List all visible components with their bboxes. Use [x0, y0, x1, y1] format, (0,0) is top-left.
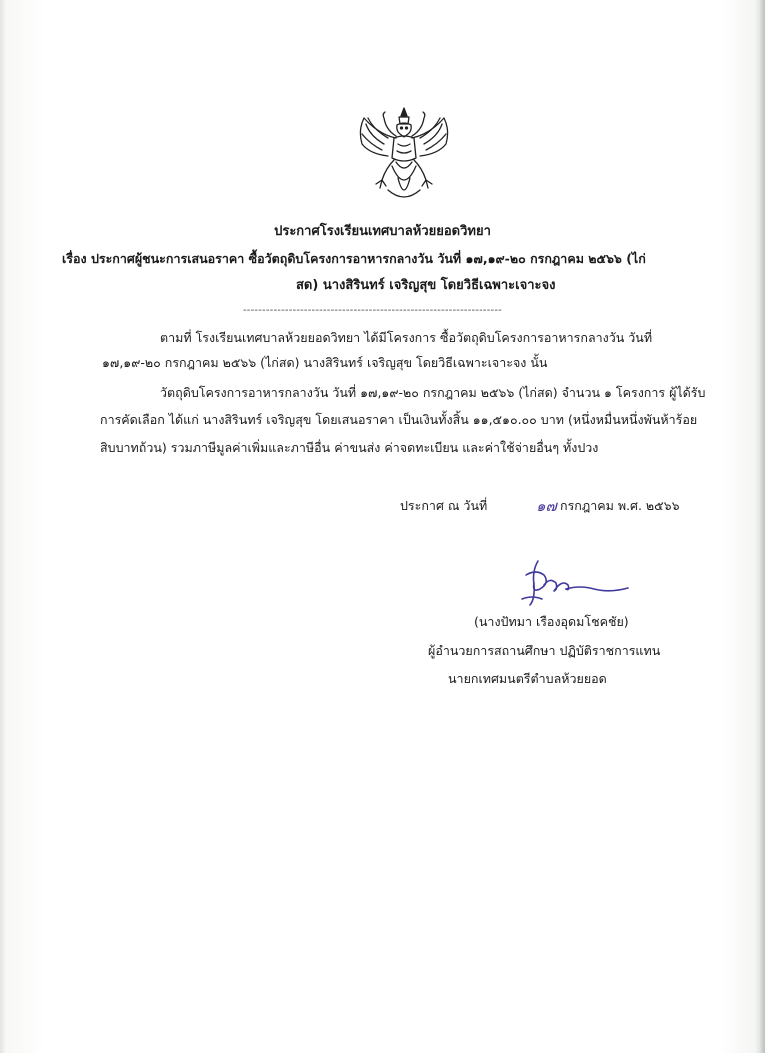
body-line: ๑๗,๑๙-๒๐ กรกฎาคม ๒๕๖๖ (ไก่สด) นางสิรินทร์ เจริญสุข โดยวิธีเฉพาะเจาะจง นั้น [102, 355, 548, 370]
announcement-subject-line1: เรื่อง ประกาศผู้ชนะการเสนอราคา ซื้อวัตถุดิบโครงการอาหารกลางวัน วันที่ ๑๗,๑๙-๒๐ กรกฎาคม ๒๕๖๖ (ไก่ [62, 251, 646, 266]
signatory-name: (นางปัทมา เรืองอุดมโชคชัย) [474, 614, 629, 629]
date-day-handwritten: ๑๗ [536, 497, 557, 515]
announcement-title: ประกาศโรงเรียนเทศบาลห้วยยอดวิทยา [274, 224, 491, 239]
body-line: การคัดเลือก ได้แก่ นางสิรินทร์ เจริญสุข โดยเสนอราคา เป็นเงินทั้งสิ้น ๑๑,๕๑๐.๐๐ บาท (หนึ่งหมื่นหนึ่งพันห้าร้อย [100, 412, 698, 427]
signatory-position: ผู้อำนวยการสถานศึกษา ปฏิบัติราชการแทน [428, 643, 661, 658]
divider: -------------------------------------------------------------------- [243, 305, 502, 316]
signature-icon [510, 555, 640, 610]
announcement-subject-line2: สด) นางสิรินทร์ เจริญสุข โดยวิธีเฉพาะเจาะจง [296, 278, 556, 293]
garuda-emblem-icon [352, 104, 456, 208]
date-prefix: ประกาศ ณ วันที่ [400, 498, 488, 513]
body-line: สิบบาทถ้วน) รวมภาษีมูลค่าเพิ่มและภาษีอื่น ค่าขนส่ง ค่าจดทะเบียน และค่าใช้จ่ายอื่นๆ ทั้งปวง [100, 440, 599, 455]
body-line: วัตถุดิบโครงการอาหารกลางวัน วันที่ ๑๗,๑๙-๒๐ กรกฎาคม ๒๕๖๖ (ไก่สด) จำนวน ๑ โครงการ ผู้ได้รับ [160, 385, 706, 400]
scan-edge-left [0, 0, 6, 1053]
scan-edge-right [755, 0, 765, 1053]
date-month-year: กรกฎาคม พ.ศ. ๒๕๖๖ [560, 498, 680, 513]
body-line: ตามที่ โรงเรียนเทศบาลห้วยยอดวิทยา ได้มีโครงการ ซื้อวัตถุดิบโครงการอาหารกลางวัน วันที่ [160, 330, 653, 345]
signatory-position-2: นายกเทศมนตรีตำบลห้วยยอด [448, 671, 607, 686]
